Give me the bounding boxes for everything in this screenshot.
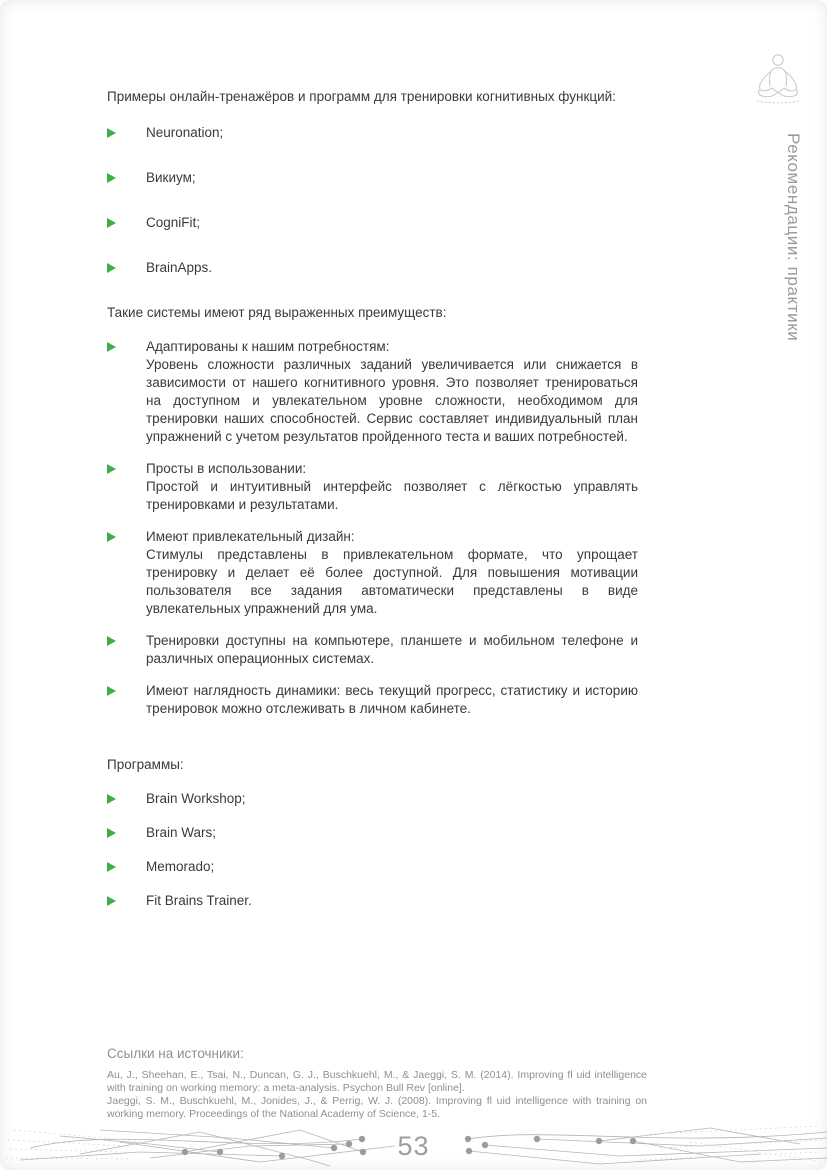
advantage-text (146, 682, 638, 718)
list-item (107, 214, 638, 232)
advantage-body: Уровень сложности различных заданий увеличивается или снижается в зависимости от нашего когнитивного уровня. Это позволяет тренироваться на доступном и увлекательном уровне сложности, необходимом для тренировки наших способностей. Сервис составляет индивидуальный план упражнений с учетом результатов пройденного теста и ваших потребностей. (146, 357, 638, 444)
list-item-label: Brain Workshop; (146, 791, 246, 806)
advantage-item (107, 528, 638, 618)
bullet-triangle-icon (107, 636, 116, 646)
advantage-item (107, 338, 638, 446)
list-item-label: Neuronation; (146, 125, 224, 140)
bullet-triangle-icon (107, 532, 116, 542)
advantage-title: Имеют привлекательный дизайн: (146, 529, 355, 544)
bullet-triangle-icon (107, 342, 116, 352)
sources-heading: Ссылки на источники: (107, 1046, 244, 1061)
programs-heading: Программы: (107, 757, 184, 772)
list-item (107, 892, 638, 910)
bullet-triangle-icon (107, 218, 116, 228)
list-item (107, 824, 638, 842)
citation: Jaeggi, S. M., Buschkuehl, M., Jonides, J., & Perrig, W. J. (2008). Improving fl uid intelligence with training on working memory. Proceedings of the National Academy of Science, 1-5. (107, 1095, 647, 1120)
meditation-icon (745, 52, 811, 106)
bullet-triangle-icon (107, 862, 116, 872)
list-item-label: Memorado; (146, 859, 215, 874)
bullet-triangle-icon (107, 263, 116, 273)
advantage-body: Простой и интуитивный интерфейс позволяет с лёгкостью управлять тренировками и результатами. (146, 479, 638, 512)
advantage-title: Адаптированы к нашим потребностям: (146, 339, 390, 354)
programs-list (107, 790, 638, 910)
bullet-triangle-icon (107, 464, 116, 474)
list-item-label: Fit Brains Trainer. (146, 893, 252, 908)
trainers-list (107, 124, 638, 277)
advantages-heading: Такие системы имеют ряд выраженных преимуществ: (107, 305, 447, 320)
list-item (107, 858, 638, 876)
advantage-body: Стимулы представлены в привлекательном формате, что упрощает тренировку и делает её более доступной. Для повышения мотивации пользователя все задания автоматически представлены в виде увлекательных упражнений для ума. (146, 547, 638, 616)
bullet-triangle-icon (107, 686, 116, 696)
main-content (107, 88, 638, 926)
bullet-triangle-icon (107, 828, 116, 838)
advantage-title: Просты в использовании: (146, 461, 307, 476)
bullet-triangle-icon (107, 794, 116, 804)
advantage-body: Имеют наглядность динамики: весь текущий прогресс, статистику и историю тренировок можно отслеживать в личном кабинете. (146, 683, 638, 716)
list-item-label: Brain Wars; (146, 825, 217, 840)
list-item-label: Викиум; (146, 170, 196, 185)
advantage-item (107, 682, 638, 718)
sources-section (107, 1046, 647, 1121)
page-footer (0, 1118, 827, 1170)
advantage-body: Тренировки доступны на компьютере, планшете и мобильном телефоне и различных операционных системах. (146, 633, 638, 666)
list-item (107, 790, 638, 808)
list-item-label: CogniFit; (146, 215, 201, 230)
advantage-text (146, 528, 638, 618)
bullet-triangle-icon (107, 896, 116, 906)
advantage-text (146, 460, 638, 514)
list-item-label: BrainApps. (146, 260, 213, 275)
intro-paragraph: Примеры онлайн-тренажёров и программ для тренировки когнитивных функций: (107, 89, 616, 104)
citation: Au, J., Sheehan, E., Tsai, N., Duncan, G. J., Buschkuehl, M., & Jaeggi, S. M. (2014). Improving fl uid intelligence with training on working memory: a meta-analysis. Psychon Bull Rev [online]. (107, 1069, 647, 1094)
bullet-triangle-icon (107, 173, 116, 183)
chapter-sidebar-label: Рекомендации: практики (784, 133, 803, 342)
list-item (107, 169, 638, 187)
advantage-text (146, 338, 638, 446)
advantage-item (107, 460, 638, 514)
list-item (107, 124, 638, 142)
advantage-item (107, 632, 638, 668)
page-number: 53 (397, 1131, 430, 1161)
list-item (107, 259, 638, 277)
advantage-text (146, 632, 638, 668)
bullet-triangle-icon (107, 128, 116, 138)
